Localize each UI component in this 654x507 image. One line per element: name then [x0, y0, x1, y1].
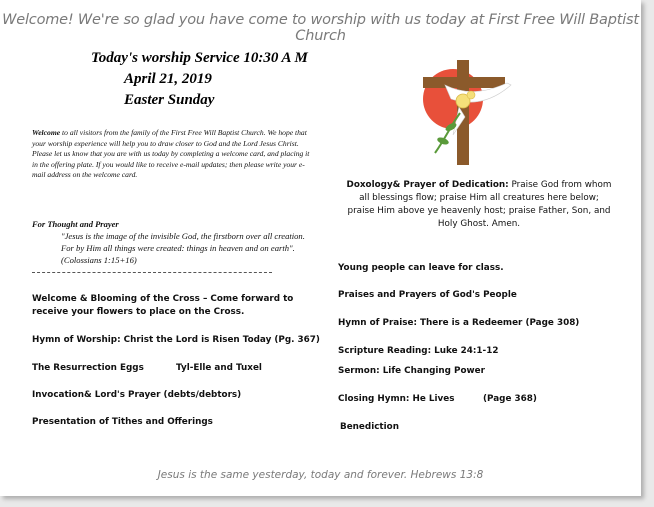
service-title: Today's worship Service 10:30 A M	[91, 50, 308, 66]
order-resurrection-eggs-by: Tyl-Elle and Tuxel	[176, 363, 262, 373]
doxology-label: Doxology& Prayer of Dedication:	[346, 180, 509, 190]
order-benediction: Benediction	[340, 422, 399, 432]
service-info	[60, 48, 340, 111]
service-day: Easter Sunday	[124, 92, 215, 108]
order-hymn-worship: Hymn of Worship: Christ the Lord is Risen Today (Pg. 367)	[32, 335, 320, 345]
section-divider	[32, 272, 272, 273]
order-hymn-praise: Hymn of Praise: There is a Redeemer (Page 308)	[338, 318, 580, 328]
order-praises: Praises and Prayers of God's People	[338, 290, 517, 300]
order-scripture: Scripture Reading: Luke 24:1-12	[338, 346, 499, 356]
welcome-header: Welcome! We're so glad you have come to worship with us today at First Free Will Baptist Church	[2, 12, 639, 44]
doxology-line-1	[334, 179, 624, 192]
order-blooming-line1: Welcome & Blooming of the Cross – Come forward to	[32, 294, 294, 304]
order-tithes: Presentation of Tithes and Offerings	[32, 417, 213, 427]
doxology-line-3: praise Him above ye heavenly host; praise Father, Son, and	[347, 206, 611, 216]
service-date: April 21, 2019	[124, 71, 212, 87]
cross-horizontal	[423, 77, 505, 88]
welcome-lead: Welcome	[32, 128, 61, 137]
footer-verse: Jesus is the same yesterday, today and forever. Hebrews 13:8	[157, 469, 484, 481]
doxology-line-2: all blessings flow; praise Him all creatures here below;	[359, 193, 599, 203]
order-closing-hymn-page: (Page 368)	[483, 394, 537, 404]
doxology-line-4: Holy Ghost. Amen.	[437, 219, 521, 229]
leaf-2	[436, 136, 449, 146]
lily-bud	[467, 91, 475, 99]
order-sermon: Sermon: Life Changing Power	[338, 366, 485, 376]
order-blooming-line2: receive your flowers to place on the Cross.	[32, 307, 245, 317]
order-invocation: Invocation& Lord's Prayer (debts/debtors)	[32, 390, 242, 400]
welcome-body: to all visitors from the family of the First Free Will Baptist Church. We hope that your worship experience will help you to draw closer to God and the Lord Jesus Christ. Please let us know that you are with us today by completing a welcome card, and placing it in the offering plate. If you would like to receive e-mail updates; then please write your e-mail address on the welcome card.	[32, 128, 310, 180]
thought-heading: For Thought and Prayer	[32, 219, 119, 229]
order-resurrection-eggs: The Resurrection Eggs	[32, 363, 144, 373]
doxology-paragraph	[334, 179, 624, 231]
order-young-people: Young people can leave for class.	[338, 263, 504, 273]
thought-verse: "Jesus is the image of the invisible God, the firstborn over all creation. For by Him all things were created: things in heaven and on earth". (Colossians 1:15+16)	[61, 231, 305, 265]
easter-cross-illustration	[415, 55, 515, 175]
doxology-text-1: Praise God from whom	[508, 180, 612, 190]
order-closing-hymn: Closing Hymn: He Lives	[338, 394, 455, 404]
welcome-paragraph	[32, 128, 314, 181]
